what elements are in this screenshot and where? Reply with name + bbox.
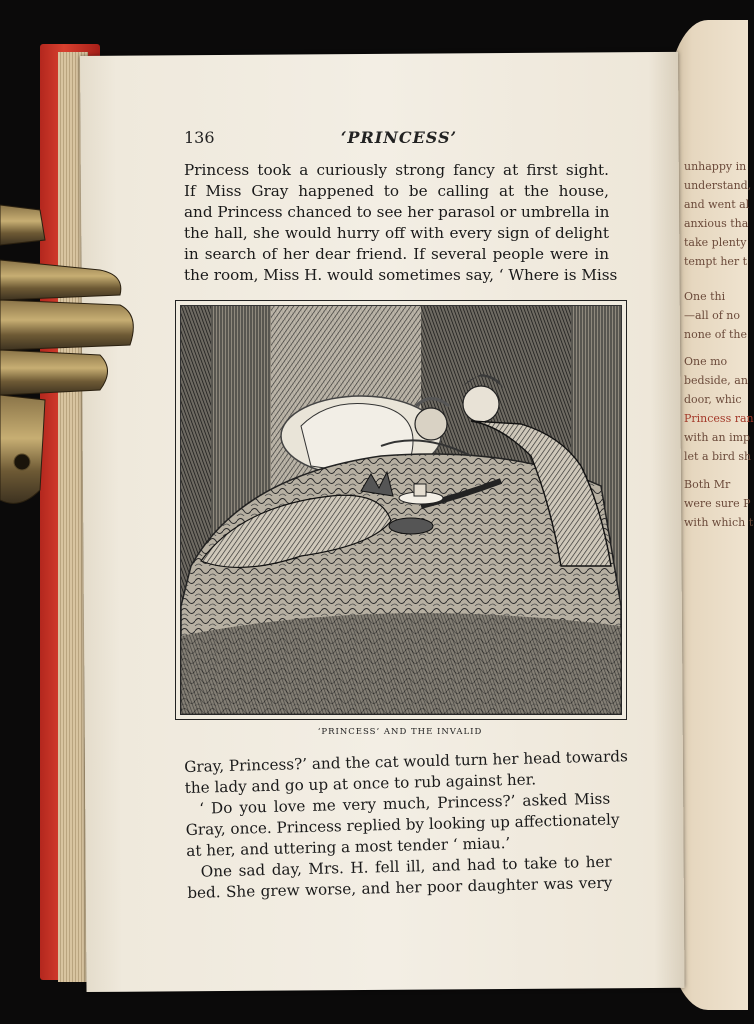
figure-caption: ‘PRINCESS’ AND THE INVALID bbox=[317, 727, 483, 737]
facing-line: door, whic bbox=[684, 393, 742, 406]
engraving-illustration bbox=[175, 300, 627, 720]
facing-line: with an imp bbox=[684, 431, 751, 444]
facing-line: let a bird sh bbox=[684, 450, 752, 463]
facing-line: bedside, an bbox=[684, 374, 748, 387]
bottom-paragraph bbox=[184, 747, 628, 904]
facing-line: were sure P bbox=[684, 497, 751, 510]
facing-line: anxious tha bbox=[684, 217, 749, 230]
facing-line: none of the bbox=[684, 328, 748, 341]
text-line: One sad day, Mrs. H. fell ill, and had to take to her bbox=[200, 852, 612, 881]
facing-line: Both Mr bbox=[684, 478, 731, 491]
text-line: the lady and go up at once to rub against her. bbox=[184, 770, 537, 797]
facing-line: tempt her t bbox=[684, 255, 748, 268]
text-line: Gray, once. Princess replied by looking up affectionately bbox=[185, 810, 620, 839]
facing-line: One mo bbox=[684, 355, 728, 368]
facing-line: Princess ran bbox=[684, 412, 754, 425]
text-line: If Miss Gray happened to be calling at the house, bbox=[184, 182, 609, 200]
running-title: ‘PRINCESS’ bbox=[340, 128, 458, 147]
text-line: Gray, Princess?’ and the cat would turn her head towards bbox=[184, 747, 628, 776]
facing-line: One thi bbox=[684, 290, 726, 303]
facing-line: take plenty bbox=[684, 236, 747, 249]
facing-line: and went al bbox=[684, 198, 750, 211]
top-paragraph bbox=[184, 160, 618, 286]
facing-line: unhappy in bbox=[684, 160, 747, 173]
text-line: the hall, she would hurry off with every sign of delight bbox=[184, 224, 609, 242]
text-line: Princess took a curiously strong fancy at first sight. bbox=[184, 161, 609, 179]
text-line: and Princess chanced to see her parasol or umbrella in bbox=[184, 203, 610, 221]
text-line: ‘ Do you love me very much, Princess?’ asked Miss bbox=[199, 789, 611, 818]
page-header bbox=[184, 128, 614, 148]
brass-clasp bbox=[0, 200, 140, 510]
bedroom-scene bbox=[181, 306, 621, 714]
facing-line: with which t bbox=[684, 516, 754, 529]
facing-line: understand, bbox=[684, 179, 752, 192]
facing-line: —all of no bbox=[684, 309, 740, 322]
text-line: at her, and uttering a most tender ‘ miau.’ bbox=[186, 834, 511, 860]
text-line: bed. She grew worse, and her poor daughter was very bbox=[187, 873, 613, 902]
page-number: 136 bbox=[184, 128, 215, 147]
text-line: the room, Miss H. would sometimes say, ‘ Where is Miss bbox=[184, 266, 618, 284]
text-line: in search of her dear friend. If several people were in bbox=[184, 245, 609, 263]
